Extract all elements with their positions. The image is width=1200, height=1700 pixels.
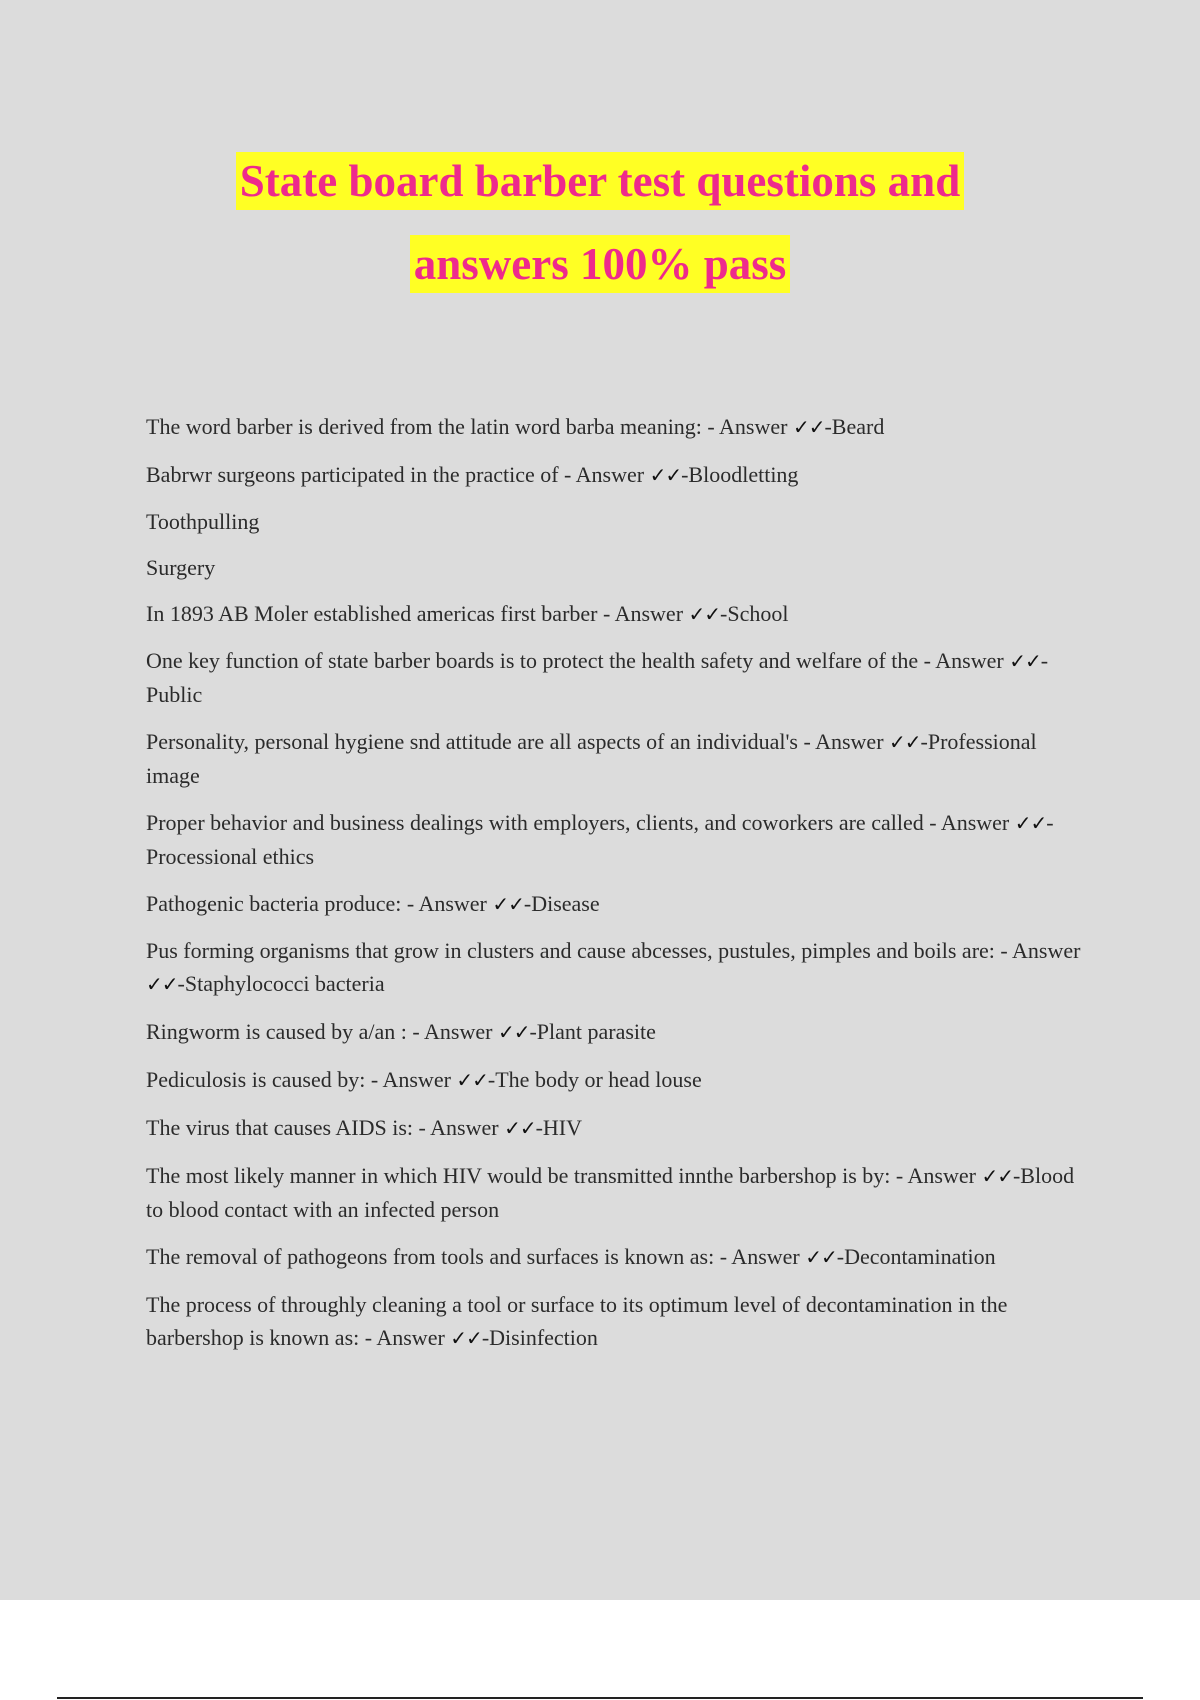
question-text: Proper behavior and business dealings with employers, clients, and coworkers are called - Answer [146,810,1015,835]
question-text: The virus that causes AIDS is: - Answer [146,1115,505,1140]
double-check-icon: ✓✓ [146,972,178,996]
title-line-1: State board barber test questions and [236,152,964,210]
answer-text: -Bloodletting [681,462,799,487]
title-line-2: answers 100% pass [410,235,791,293]
question-text: Pus forming organisms that grow in clusters and cause abcesses, pustules, pimples and boils are: - Answer [146,938,1081,963]
qa-item [146,644,1091,711]
qa-item [146,505,1091,538]
answer-text: -Beard [824,414,885,439]
answer-text: -Blood to blood contact with an infected person [146,1163,1075,1222]
answer-text: -Plant parasite [529,1019,656,1044]
question-text: The removal of pathogeons from tools and surfaces is known as: - Answer [146,1244,806,1269]
double-check-icon: ✓✓ [497,1020,530,1044]
qa-item [146,410,1091,444]
question-text: One key function of state barber boards is to protect the health safety and welfare of the - Answer [146,648,1010,673]
qa-item [146,1063,1091,1097]
question-text: The most likely manner in which HIV would be transmitted innthe barbershop is by: - Answer [146,1163,982,1188]
qa-list [146,410,1091,1369]
qa-item [146,887,1091,921]
double-check-icon: ✓✓ [456,1068,488,1092]
answer-text: -Public [146,648,1049,707]
document-title [0,140,1200,306]
question-text: The word barber is derived from the latin word barba meaning: - Answer [146,414,793,439]
qa-item [146,725,1091,792]
double-check-icon: ✓✓ [1009,649,1041,673]
double-check-icon: ✓✓ [492,892,524,916]
qa-item [146,1111,1091,1145]
question-text: Pathogenic bacteria produce: - Answer [146,891,493,916]
double-check-icon: ✓✓ [649,463,682,487]
double-check-icon: ✓✓ [1014,811,1047,835]
answer-text: -Processional ethics [146,810,1054,869]
qa-item [146,458,1091,492]
qa-item [146,1288,1091,1355]
question-text: Babrwr surgeons participated in the practice of - Answer [146,462,650,487]
answer-text: -The body or head louse [487,1067,702,1092]
answer-text: -Staphylococci bacteria [177,971,385,996]
double-check-icon: ✓✓ [805,1245,837,1269]
qa-item [146,1015,1091,1049]
question-text: In 1893 AB Moler established americas first barber - Answer [146,601,689,626]
qa-item [146,551,1091,584]
answer-text: -HIV [535,1115,583,1140]
question-text: The process of throughly cleaning a tool or surface to its optimum level of decontamination in the barbershop is known as: - Answer [146,1292,1008,1350]
answer-text: -Professional image [146,729,1037,788]
answer-continuation: Surgery [146,555,216,580]
double-check-icon: ✓✓ [889,730,921,754]
qa-item [146,1159,1091,1226]
answer-text: -Decontamination [836,1244,996,1269]
double-check-icon: ✓✓ [981,1164,1013,1188]
qa-item [146,1240,1091,1274]
answer-text: -School [720,601,789,626]
qa-item [146,597,1091,631]
answer-text: -Disease [523,891,600,916]
double-check-icon: ✓✓ [792,415,825,439]
question-text: Personality, personal hygiene snd attitude are all aspects of an individual's - Answer [146,729,890,754]
answer-text: -Disinfection [481,1325,598,1350]
question-text: Pediculosis is caused by: - Answer [146,1067,457,1092]
double-check-icon: ✓✓ [688,602,721,626]
qa-item [146,934,1091,1001]
double-check-icon: ✓✓ [450,1326,482,1350]
answer-continuation: Toothpulling [146,509,260,534]
question-text: Ringworm is caused by a/an : - Answer [146,1019,498,1044]
qa-item [146,806,1091,873]
footer-divider [57,1697,1143,1699]
double-check-icon: ✓✓ [504,1116,536,1140]
